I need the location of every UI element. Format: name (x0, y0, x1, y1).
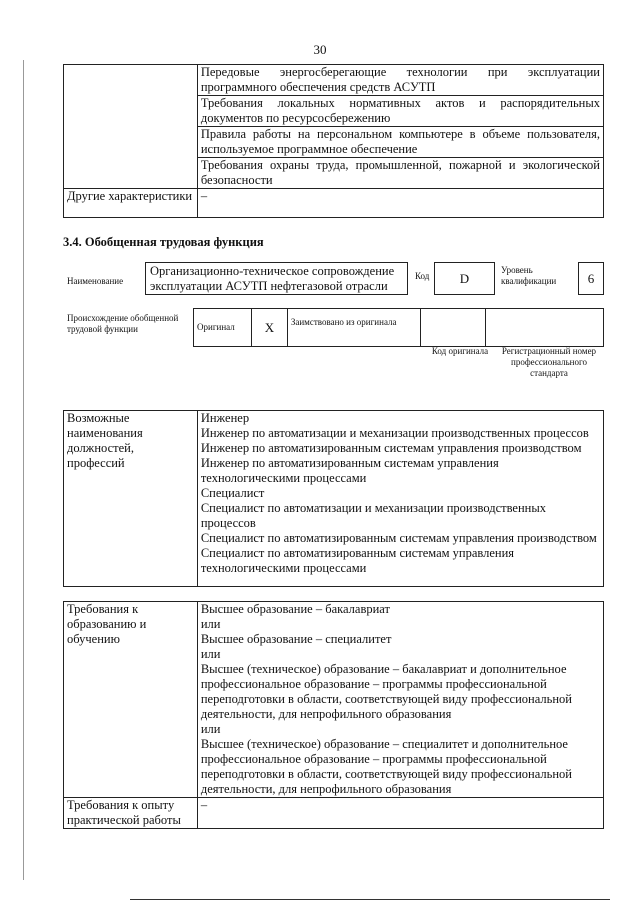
level-label: Уровень квалификации (501, 265, 557, 286)
position-item: Специалист по автоматизированным системам управления технологическими процессами (200, 546, 515, 575)
knowledge-item: Правила работы на персональном компьютере в объеме пользователя, используемое программное обеспечение (197, 127, 603, 158)
knowledge-item: Требования локальных нормативных актов и распорядительных документов по ресурсосбережению (197, 96, 603, 127)
origin-code-cell (420, 309, 486, 347)
code-original-caption: Код оригинала (431, 346, 489, 356)
origin-label: Происхождение обобщенной трудовой функции (67, 313, 179, 334)
registration-caption: Регистрационный номер профессионального стандарта (501, 346, 597, 378)
origin-reg-cell (486, 309, 604, 347)
education-item: Высшее образование – бакалавриат (200, 602, 390, 616)
experience-label: Требования к опыту практической работы (64, 798, 198, 829)
education-list (197, 602, 603, 798)
page-number: 30 (313, 42, 327, 57)
original-mark: X (251, 309, 287, 347)
position-item: Специалист по автоматизации и механизации производственных процессов (200, 501, 547, 530)
education-item: или (200, 647, 221, 661)
origin-table (193, 308, 604, 347)
function-code-box: D (434, 262, 495, 295)
name-label: Наименование (67, 276, 124, 286)
positions-table (63, 410, 604, 587)
positions-list (197, 411, 603, 587)
section-heading: 3.4. Обобщенная трудовая функция (63, 235, 264, 249)
code-label: Код (415, 271, 430, 281)
position-item: Инженер по автоматизированным системам управления производством (200, 441, 582, 455)
education-table (63, 601, 604, 829)
knowledge-item: Передовые энергосберегающие технологии при эксплуатации программного обеспечения средств АСУТП (197, 65, 603, 96)
borrowed-label: Заимствовано из оригинала (287, 309, 420, 347)
position-item: Инженер (200, 411, 250, 425)
table-row (194, 309, 604, 347)
scan-edge-line (23, 60, 24, 880)
education-item: Высшее (техническое) образование – специалитет и дополнительное профессиональное образование – программы профессиональной переподготовки в области, соответствующей виду профессиональной деятельности, для непрофильного образования (200, 737, 572, 796)
function-name-box: Организационно-техническое сопровождение эксплуатации АСУТП нефтегазовой отрасли (145, 262, 408, 295)
position-item: Инженер по автоматизации и механизации производственных процессов (200, 426, 589, 440)
education-item: Высшее (техническое) образование – бакалавриат и дополнительное профессиональное образование – программы профессиональной переподготовки в области, соответствующей виду профессиональной деятельности, для непрофильного образования (200, 662, 572, 721)
position-item: Специалист (200, 486, 265, 500)
table-row (64, 65, 604, 96)
table-row (64, 189, 604, 218)
position-item: Специалист по автоматизированным системам управления производством (200, 531, 597, 545)
education-label: Требования к образованию и обучению (64, 602, 198, 798)
table-row (64, 602, 604, 798)
education-item: или (200, 617, 221, 631)
scan-bottom-line (130, 899, 610, 900)
level-value-box: 6 (578, 262, 604, 295)
education-item: Высшее образование – специалитет (200, 632, 392, 646)
positions-label: Возможные наименования должностей, профессий (64, 411, 198, 587)
table-row (64, 798, 604, 829)
empty-label-cell (64, 65, 198, 189)
education-item: или (200, 722, 221, 736)
original-label: Оригинал (194, 309, 252, 347)
other-characteristics-label: Другие характеристики (64, 189, 198, 218)
table-row (64, 411, 604, 587)
experience-value: – (197, 798, 603, 829)
knowledge-item: Требования охраны труда, промышленной, пожарной и экологической безопасности (197, 158, 603, 189)
knowledge-table (63, 64, 604, 218)
other-characteristics-value: – (197, 189, 603, 218)
position-item: Инженер по автоматизированным системам управления технологическими процессами (200, 456, 499, 485)
